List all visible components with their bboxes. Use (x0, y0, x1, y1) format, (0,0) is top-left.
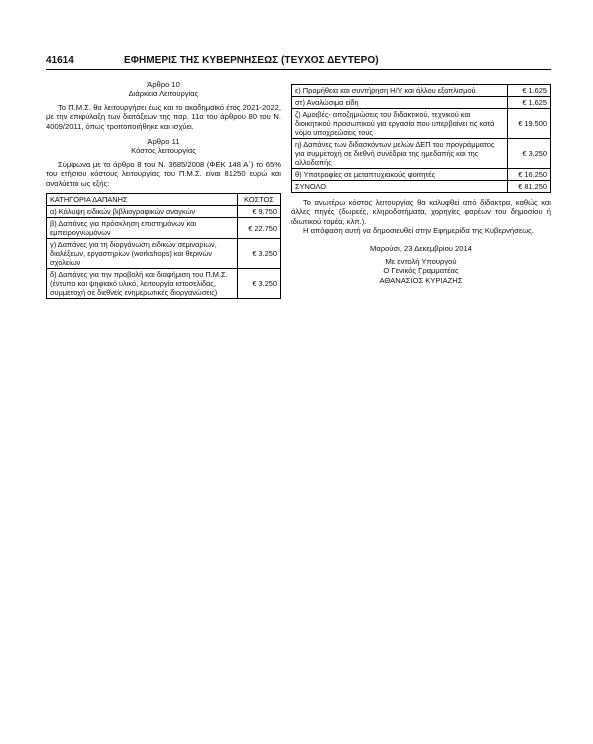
article11-title: Άρθρο 11 (147, 137, 180, 147)
row-label: ζ) Αμοιβές- αποζημιώσεις του διδακτικού, τεχνικού και διοικητικού προσωπικού για εργασία που υπερβαίνει τις κατά νόμο υποχρεώσεις τους (292, 109, 508, 139)
sign-line-2: Ο Γενικός Γραμματέας (383, 266, 459, 276)
publication-text: Η απόφαση αυτή να δημοσιευθεί στην Εφημερίδα της Κυβερνήσεως. (303, 226, 534, 236)
table-row (47, 269, 281, 299)
row-amount: € 1.625 (508, 85, 551, 97)
funding-text: Το ανωτέρω κόστος λειτουργίας θα καλυφθεί από δίδακτρα, καθώς και άλλες πηγές (δωρεές, κληροδοτήματα, χορηγίες φορέων του δημοσίου ή ιδιωτικού τομέα, κλπ.). (291, 198, 551, 226)
row-amount: € 3.250 (238, 269, 281, 299)
total-label: ΣΥΝΟΛΟ (292, 181, 508, 193)
cost-table-left (46, 193, 281, 299)
row-amount: € 3.250 (508, 139, 551, 169)
article10-text: Το Π.Μ.Σ. θα λειτουργήσει έως και το ακαδημαϊκό έτος 2021-2022, με την επιφύλαξη των διατάξεων της παρ. 11α του άρθρου 80 του Ν. 4009/2011, όπως τροποποιήθηκε και ισχύει. (46, 102, 281, 131)
table-row (47, 239, 281, 269)
col-category-header: ΚΑΤΗΓΟΡΙΑ ΔΑΠΑΝΗΣ (47, 194, 238, 206)
table-row (292, 97, 551, 109)
table-header-row (47, 194, 281, 206)
table-total-row (292, 181, 551, 193)
page-number: 41614 (46, 55, 74, 66)
left-column (46, 80, 281, 299)
row-label: α) Κάλυψη ειδικών βιβλιογραφικών αναγκών (47, 206, 238, 218)
page-header (46, 55, 551, 70)
col-cost-header: ΚΟΣΤΟΣ (238, 194, 281, 206)
row-amount: € 1.625 (508, 97, 551, 109)
table-row (47, 206, 281, 218)
table-row (47, 218, 281, 239)
table-row (292, 109, 551, 139)
row-amount: € 22.750 (238, 218, 281, 239)
table-row (292, 85, 551, 97)
signatory-name: ΑΘΑΝΑΣΙΟΣ ΚΥΡΙΑΖΗΣ (379, 275, 463, 285)
article10-subtitle: Διάρκεια Λειτουργίας (128, 89, 199, 99)
row-label: β) Δαπάνες για πρόσκληση επιστημόνων και εμπειρογνωμόνων (47, 218, 238, 239)
place-date: Μαρούσι, 23 Δεκεμβρίου 2014 (370, 243, 472, 253)
row-label: γ) Δαπάνες για τη διοργάνωση ειδικών σεμιναρίων, διαλέξεων, εργαστηρίων (workshops) και θερινών σχολείων (47, 239, 238, 269)
row-amount: € 19.500 (508, 109, 551, 139)
article11-subtitle: Κόστος λειτουργίας (131, 146, 196, 156)
journal-title: ΕΦΗΜΕΡΙΣ ΤΗΣ ΚΥΒΕΡΝΗΣΕΩΣ (ΤΕΥΧΟΣ ΔΕΥΤΕΡΟ) (124, 55, 379, 66)
row-label: θ) Υποτροφίες σε μεταπτυχιακούς φοιτητές (292, 169, 508, 181)
cost-table-right (291, 84, 551, 193)
article11-intro: Σύμφωνα με το άρθρο 8 του Ν. 3685/2008 (ΦΕΚ 148 Α΄) το 65% του ετήσιου κόστους λειτουργίας του Π.Μ.Σ. είναι 81250 ευρώ και αναλύεται ως εξής: (46, 159, 281, 188)
row-amount: € 9.750 (238, 206, 281, 218)
table-row (292, 139, 551, 169)
row-label: δ) Δαπάνες για την προβολή και διαφήμιση του Π.Μ.Σ. (έντυπο και ψηφιακό υλικό, λειτουργία ιστοσελίδας, συμμετοχή σε διεθνείς ενημερωτικές διοργανώσεις) (47, 269, 238, 299)
table-row (292, 169, 551, 181)
article10-title: Άρθρο 10 (147, 80, 180, 89)
row-amount: € 3.250 (238, 239, 281, 269)
sign-line-1: Με εντολή Υπουργού (385, 257, 457, 267)
row-label: η) Δαπάνες των διδασκόντων μελών ΔΕΠ του προγράμματος για συμμετοχή σε διεθνή συνέδρια της ημεδαπής και της αλλοδαπής (292, 139, 508, 169)
row-label: στ) Αναλώσιμα είδη (292, 97, 508, 109)
total-amount: € 81.250 (508, 181, 551, 193)
row-amount: € 16.250 (508, 169, 551, 181)
right-column (291, 84, 551, 285)
row-label: ε) Προμήθεια και συντήρηση Η/Υ και άλλου εξοπλισμού (292, 85, 508, 97)
